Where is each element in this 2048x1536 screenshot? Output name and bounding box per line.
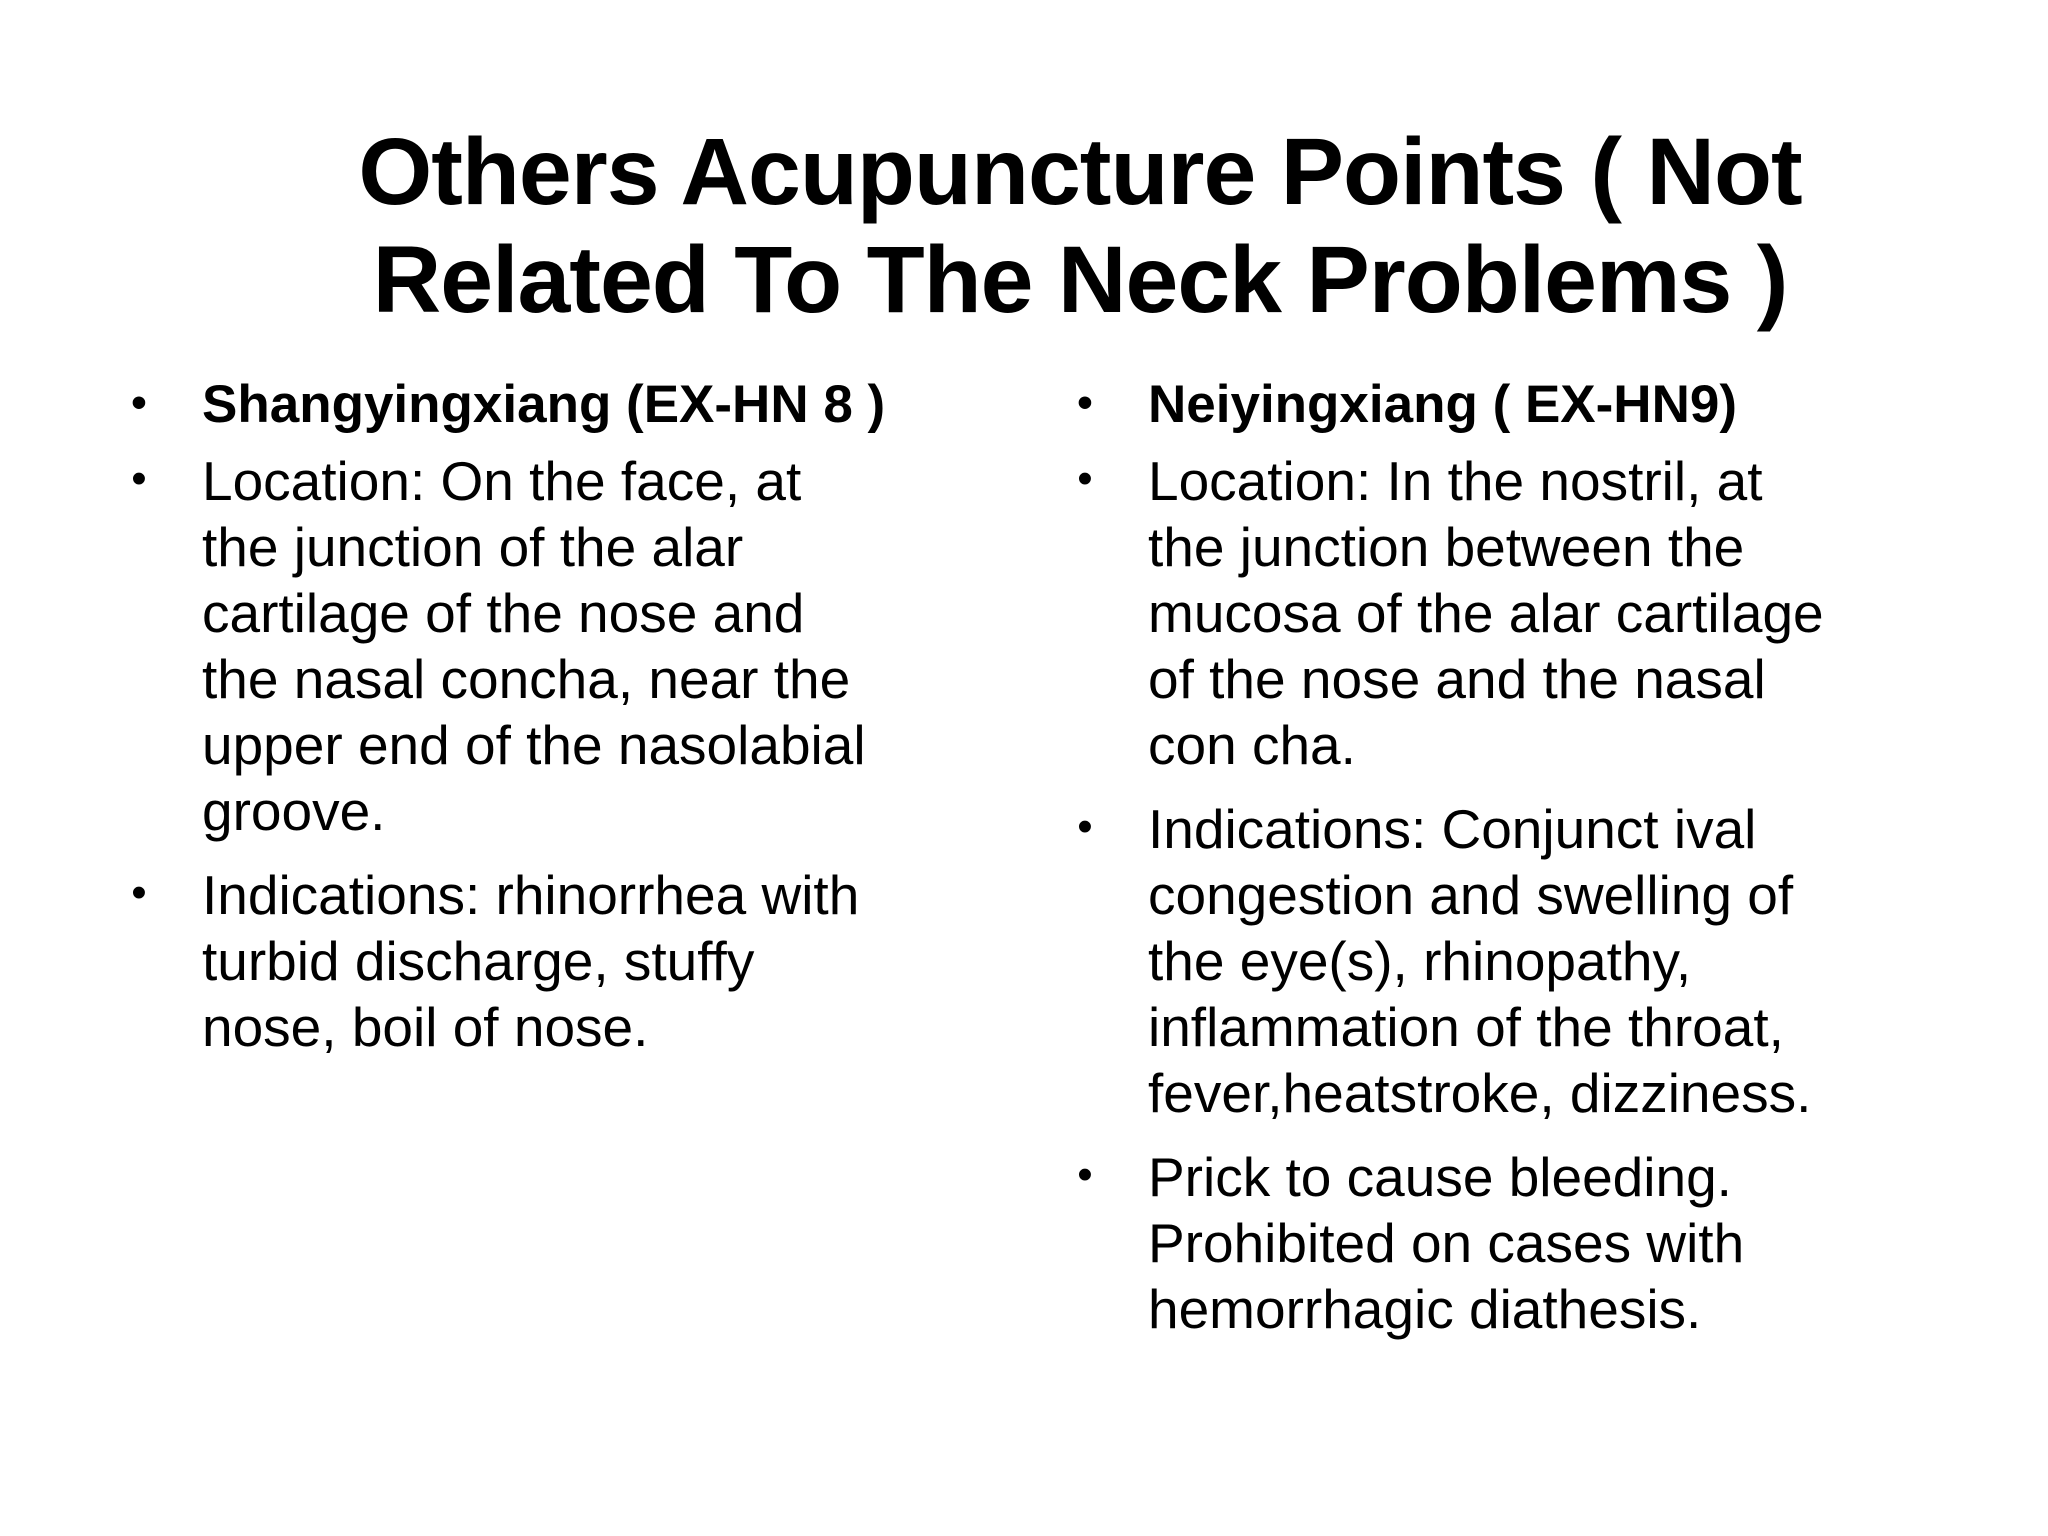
right-indications-line: the eye(s), rhinopathy, <box>1148 930 1692 992</box>
left-location-item <box>124 448 1004 844</box>
left-indications-item <box>124 862 1004 1060</box>
left-location-line: the nasal concha, near the <box>202 648 851 710</box>
title-line-2: Related To The Neck Problems ) <box>372 227 1788 333</box>
bullet-icon: • <box>131 378 147 427</box>
right-heading-item <box>1070 372 1970 438</box>
right-indications-line: inflammation of the throat, <box>1148 996 1784 1058</box>
right-location-line: the junction between the <box>1148 516 1745 578</box>
left-indications-line: turbid discharge, stuffy <box>202 930 755 992</box>
right-column <box>1070 372 1970 1360</box>
bullet-icon: • <box>1077 378 1093 427</box>
bullet-icon: • <box>1077 1150 1093 1199</box>
title-line-1: Others Acupuncture Points ( Not <box>358 119 1802 225</box>
left-indications-line: nose, boil of nose. <box>202 996 649 1058</box>
bullet-icon: • <box>1077 454 1093 503</box>
left-indications-line: Indications: rhinorrhea with <box>202 864 860 926</box>
right-location-line: Location: In the nostril, at <box>1148 450 1763 512</box>
right-location-line: mucosa of the alar cartilage <box>1148 582 1824 644</box>
right-note-line: hemorrhagic diathesis. <box>1148 1278 1702 1340</box>
right-indications-item <box>1070 796 1970 1126</box>
right-location-item <box>1070 448 1970 778</box>
left-location-line: the junction of the alar <box>202 516 744 578</box>
right-note-item <box>1070 1144 1970 1342</box>
left-location-line: groove. <box>202 780 386 842</box>
right-location-line: con cha. <box>1148 714 1356 776</box>
right-heading: Neiyingxiang ( EX-HN9) <box>1148 375 1737 434</box>
left-column <box>124 372 1004 1078</box>
right-indications-line: Indications: Conjunct ival <box>1148 798 1757 860</box>
left-heading-item <box>124 372 1004 438</box>
bullet-icon: • <box>1077 802 1093 851</box>
left-heading: Shangyingxiang (EX-HN 8 ) <box>202 375 886 434</box>
right-indications-line: congestion and swelling of <box>1148 864 1794 926</box>
left-location-line: Location: On the face, at <box>202 450 802 512</box>
left-location-line: upper end of the nasolabial <box>202 714 866 776</box>
right-location-line: of the nose and the nasal <box>1148 648 1766 710</box>
right-indications-line: fever,heatstroke, dizziness. <box>1148 1062 1812 1124</box>
right-note-line: Prick to cause bleeding. <box>1148 1146 1732 1208</box>
left-location-line: cartilage of the nose and <box>202 582 805 644</box>
bullet-icon: • <box>131 868 147 917</box>
slide-title <box>260 118 1900 334</box>
right-note-line: Prohibited on cases with <box>1148 1212 1745 1274</box>
bullet-icon: • <box>131 454 147 503</box>
